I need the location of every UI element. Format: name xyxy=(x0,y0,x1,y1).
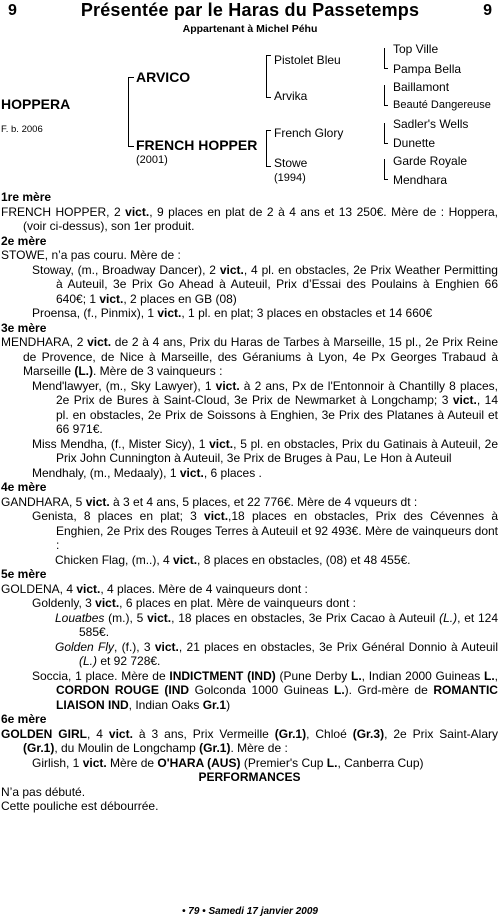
m2-produce-block xyxy=(1,263,498,307)
m2-p2a: Stoway, (m., Broadway Dancer), 2 xyxy=(32,262,220,277)
m3-p2e: , 14 pl. en obstacles, 2e Prix de Soissons à Enghien, 3e Prix des Platanes à Auteuil et 66 971€. xyxy=(56,393,499,436)
m5-p1b: vict. xyxy=(76,581,101,596)
heading-5e-mere: 5e mère xyxy=(1,567,47,581)
m5-p5a: Soccia, 1 place. Mère de xyxy=(32,668,170,683)
m3-p4a: Mendhaly, (m., Medaaly), 1 xyxy=(32,465,180,480)
m3-p1c: de 2 à 4 ans, Prix du Haras de Tarbes à Marseille, 15 pl., 2e Prix Reine de Provence, de Nice à Marseille, des Géraniums à Lyon, 4e Px Georges Trabaud à Marseille xyxy=(23,335,498,378)
m4-genista xyxy=(1,509,498,553)
heading-3e-mere: 3e mère xyxy=(1,320,47,335)
m5-p5h: CORDON ROUGE (IND xyxy=(56,683,190,697)
m6-p1b: , 4 xyxy=(86,726,109,741)
bracket-gen1-bottom xyxy=(128,146,134,147)
m5-text xyxy=(1,582,498,597)
bracket-gen2-upper-bottom xyxy=(266,97,271,98)
bracket-gen3-2 xyxy=(384,85,385,106)
performances-line-2: Cette pouliche est débourrée. xyxy=(1,799,159,813)
m2-p2b: vict. xyxy=(219,262,244,277)
m5-goldenfly xyxy=(1,640,498,669)
m5-louatbes xyxy=(1,611,498,640)
bracket-gen3-1-foot xyxy=(384,68,388,69)
m2-p2d: vict. xyxy=(99,291,124,306)
m6-p2f: L. xyxy=(326,755,338,770)
m3-text xyxy=(1,335,498,379)
g3-4: Beauté Dangereuse xyxy=(393,99,491,111)
bracket-gen3-3-foot xyxy=(384,143,388,144)
g3-6: Dunette xyxy=(393,136,436,150)
heading-6e-mere: 6e mère xyxy=(1,712,47,726)
sire-sire: Pistolet Bleu xyxy=(274,53,341,67)
sire-name: ARVICO xyxy=(136,69,191,85)
bracket-gen2-lower xyxy=(266,130,267,167)
m5-p5b: INDICTMENT (IND) xyxy=(169,668,276,683)
dam-dam: Stowe xyxy=(274,156,308,170)
m3-p4c: , 6 places . xyxy=(203,465,262,480)
m2-p3c: , 1 pl. en plat; 3 places en obstacles et 14 660€ xyxy=(181,306,433,320)
bracket-gen3-2-foot xyxy=(384,105,388,106)
m5-p1a: GOLDENA, 4 xyxy=(1,581,77,596)
bracket-gen2-lower-bottom xyxy=(266,166,271,167)
m4-chickenflag xyxy=(1,553,498,568)
m6-p1g: (Gr.3) xyxy=(352,726,385,741)
m5-p5j: L. xyxy=(334,683,345,697)
m5-p4a: Golden Fly xyxy=(55,639,114,654)
m3-p1d: (L.) xyxy=(74,364,94,378)
page-footer: • 79 • Samedi 17 janvier 2009 xyxy=(182,906,318,917)
heading-performances: PERFORMANCES xyxy=(198,770,301,784)
bracket-gen3-4 xyxy=(384,159,385,180)
m4-p1b: vict. xyxy=(85,494,110,509)
bracket-gen2-lower-top xyxy=(266,130,271,131)
m5-p4c: vict. xyxy=(154,639,179,654)
bracket-gen2-upper-top xyxy=(266,55,271,56)
m4-p3a: Chicken Flag, (m..), 4 xyxy=(55,552,174,567)
bracket-gen1 xyxy=(128,77,129,147)
g3-2: Pampa Bella xyxy=(393,62,462,76)
m3-missmendha xyxy=(1,437,498,466)
m3-mendhaly xyxy=(1,466,498,481)
m4-p3b: vict. xyxy=(173,552,198,567)
m6-p1c: vict. xyxy=(108,726,133,741)
m5-p2a: Goldenly, 3 xyxy=(32,596,96,610)
m3-mendlawyer xyxy=(1,379,498,437)
m2-proensa xyxy=(1,306,498,321)
m5-p3e: (L.) xyxy=(439,610,458,625)
m2-p3a: Proensa, (f., Pinmix), 1 xyxy=(32,306,158,320)
m3-p4b: vict. xyxy=(179,465,204,480)
m3-p2b: vict. xyxy=(215,378,240,393)
m5-p5n: Gr.1 xyxy=(202,697,227,712)
lot-number-right: 9 xyxy=(483,2,492,19)
m4-p2a: Genista, 8 places en plat; 3 xyxy=(32,509,205,523)
m4-p2c: ,18 places en obstacles, Prix des Cévennes à Enghien, 2e Prix des Rouges Terres à Auteuil et 92 493€. Mère de vainqueurs dont : xyxy=(56,509,498,552)
m5-p3a: Louatbes xyxy=(55,610,105,625)
m5-p2c: , 6 places en plat. Mère de vainqueurs dont : xyxy=(119,596,356,610)
m5-p5k: ). Grd-mère de xyxy=(344,683,434,697)
m4-p2b: vict. xyxy=(204,509,229,523)
m4-p1a: GANDHARA, 5 xyxy=(1,494,86,509)
m2-stoway xyxy=(1,263,498,307)
m6-p1j: , du Moulin de Longchamp xyxy=(54,741,200,755)
m5-p3f: , et 124 585€. xyxy=(79,610,499,639)
m5-goldenly-produce xyxy=(1,611,498,669)
g3-1: Top Ville xyxy=(393,42,439,56)
m6-p1h: , 2e Prix Saint-Alary xyxy=(384,726,498,741)
performances-line-1: N’a pas débuté. xyxy=(1,784,86,799)
dam-dam-year: (1994) xyxy=(274,172,306,184)
m5-p5m: , Indian Oaks xyxy=(128,697,203,712)
m6-p1l: . Mère de : xyxy=(230,741,288,755)
m6-p2a: Girlish, 1 xyxy=(32,755,83,770)
m6-p1f: , Chloé xyxy=(306,726,353,741)
m6-p1d: à 3 ans, Prix Vermeille xyxy=(132,726,275,741)
m3-p3b: vict. xyxy=(209,436,234,451)
m6-p2c: Mère de xyxy=(106,755,158,770)
m3-p3a: Miss Mendha, (f., Mister Sicy), 1 xyxy=(32,436,210,451)
m5-p4e: (L.) xyxy=(79,654,97,668)
m6-p1a: GOLDEN GIRL xyxy=(1,726,87,741)
g3-5: Sadler's Wells xyxy=(393,117,469,131)
m6-p2e: (Premier's Cup xyxy=(240,755,327,770)
m6-girlish xyxy=(1,756,498,771)
m5-p4f: et 92 728€. xyxy=(97,654,161,668)
bracket-gen3-3 xyxy=(384,123,385,144)
m2-intro: STOWE, n’a pas couru. Mère de : xyxy=(1,248,181,262)
page-title: Présentée par le Haras du Passetemps xyxy=(80,0,420,20)
m1-text xyxy=(1,205,498,234)
heading-4e-mere: 4e mère xyxy=(1,480,47,494)
sire-dam: Arvika xyxy=(274,89,308,103)
m5-p3c: vict. xyxy=(147,610,172,625)
m5-p5o: ) xyxy=(226,697,231,712)
m3-p2a: Mend'lawyer, (m., Sky Lawyer), 1 xyxy=(32,378,216,393)
m3-p1a: MENDHARA, 2 xyxy=(1,335,88,349)
page-subtitle: Appartenant à Michel Péhu xyxy=(182,23,318,35)
g3-8: Mendhara xyxy=(393,173,448,187)
m5-p5d: L. xyxy=(350,668,362,683)
m5-p3b: (m.), 5 xyxy=(104,610,148,625)
m1-p1a: FRENCH HOPPER, 2 xyxy=(1,204,126,219)
dam-name: FRENCH HOPPER xyxy=(136,137,258,153)
m3-p2c: à 2 ans, Px de l'Entonnoir à Chantilly 8 places, 2e Prix de Bures à Saint-Cloud, 3e Prix de Newmarket à Longchamp; 3 xyxy=(56,378,498,407)
m3-p1e: . Mère de 3 vainqueurs : xyxy=(93,364,223,378)
m6-p2b: vict. xyxy=(82,755,107,770)
dam-sire: French Glory xyxy=(274,126,344,140)
m4-p3c: , 8 places en obstacles, (08) et 48 455€. xyxy=(197,552,411,567)
m5-p5i: Golconda 1000 Guineas xyxy=(189,683,334,697)
m4-text xyxy=(1,495,498,510)
heading-1re-mere: 1re mère xyxy=(1,190,52,204)
m6-p2d: O'HARA (AUS) xyxy=(157,755,241,770)
m5-p5c: (Pune Derby xyxy=(275,668,351,683)
m5-p1c: , 4 places. Mère de 4 vainqueurs dont : xyxy=(100,581,308,596)
m1-p1b: vict. xyxy=(125,204,150,219)
m2-p2e: , 2 places en GB (08) xyxy=(123,291,237,306)
horse-info: F. b. 2006 xyxy=(1,124,43,135)
m1-p1c: , 9 places en plat de 2 à 4 ans et 13 250€. Mère de : Hoppera, (voir ci-dessus), son 1er produit. xyxy=(23,204,498,233)
bracket-gen3-1 xyxy=(384,48,385,69)
m3-p3c: , 5 pl. en obstacles, Prix du Gatinais à Auteuil, 2e Prix John Cunnington à Auteuil, 3e Prix de Bruges à Pau, Le Hon à Auteuil xyxy=(56,436,498,465)
bracket-gen2-upper xyxy=(266,55,267,98)
g3-7: Garde Royale xyxy=(393,154,468,168)
m6-p1k: (Gr.1) xyxy=(199,741,231,755)
g3-3: Baillamont xyxy=(393,80,450,94)
m5-p2b: vict. xyxy=(95,596,120,610)
m6-text xyxy=(1,727,498,756)
m5-soccia xyxy=(1,669,498,713)
m4-p1c: à 3 et 4 ans, 5 places, et 22 776€. Mère de 4 vqueurs dt : xyxy=(109,494,418,509)
m5-p5e: , Indian 2000 Guineas xyxy=(361,668,484,683)
m3-p2d: vict. xyxy=(452,393,477,407)
bracket-gen3-4-foot xyxy=(384,179,388,180)
horse-name: HOPPERA xyxy=(1,96,71,112)
m5-goldenly xyxy=(1,596,498,611)
m5-p4b: , (f.), 3 xyxy=(113,639,155,654)
m6-p1i: (Gr.1) xyxy=(23,741,55,755)
m2-p3b: vict. xyxy=(157,306,182,320)
m5-p3d: , 18 places en obstacles, 3e Prix Cacao à Auteuil xyxy=(171,610,440,625)
lot-number-left: 9 xyxy=(8,2,17,19)
m6-p2g: , Canberra Cup) xyxy=(337,755,424,770)
m5-p5l: ROMANTIC LIAISON IND xyxy=(56,683,498,712)
m5-p5g: , xyxy=(494,668,498,683)
heading-2e-mere: 2e mère xyxy=(1,233,47,248)
m5-p5f: L. xyxy=(483,668,495,683)
bracket-gen1-top xyxy=(128,77,134,78)
m3-p1b: vict. xyxy=(87,335,112,349)
m2-p2c: , 4 pl. en obstacles, 2e Prix Weather Permitting à Auteuil, 3e Prix Go Ahead à Auteuil, Prix d’Essai des Poulains à Enghien 66 640€; 1 xyxy=(56,262,498,306)
m6-p1e: (Gr.1) xyxy=(274,726,307,741)
dam-year: (2001) xyxy=(136,154,168,166)
catalogue-body xyxy=(1,190,498,814)
m5-p4d: , 21 places en obstacles, 3e Prix Général Donnio à Auteuil xyxy=(178,639,498,654)
